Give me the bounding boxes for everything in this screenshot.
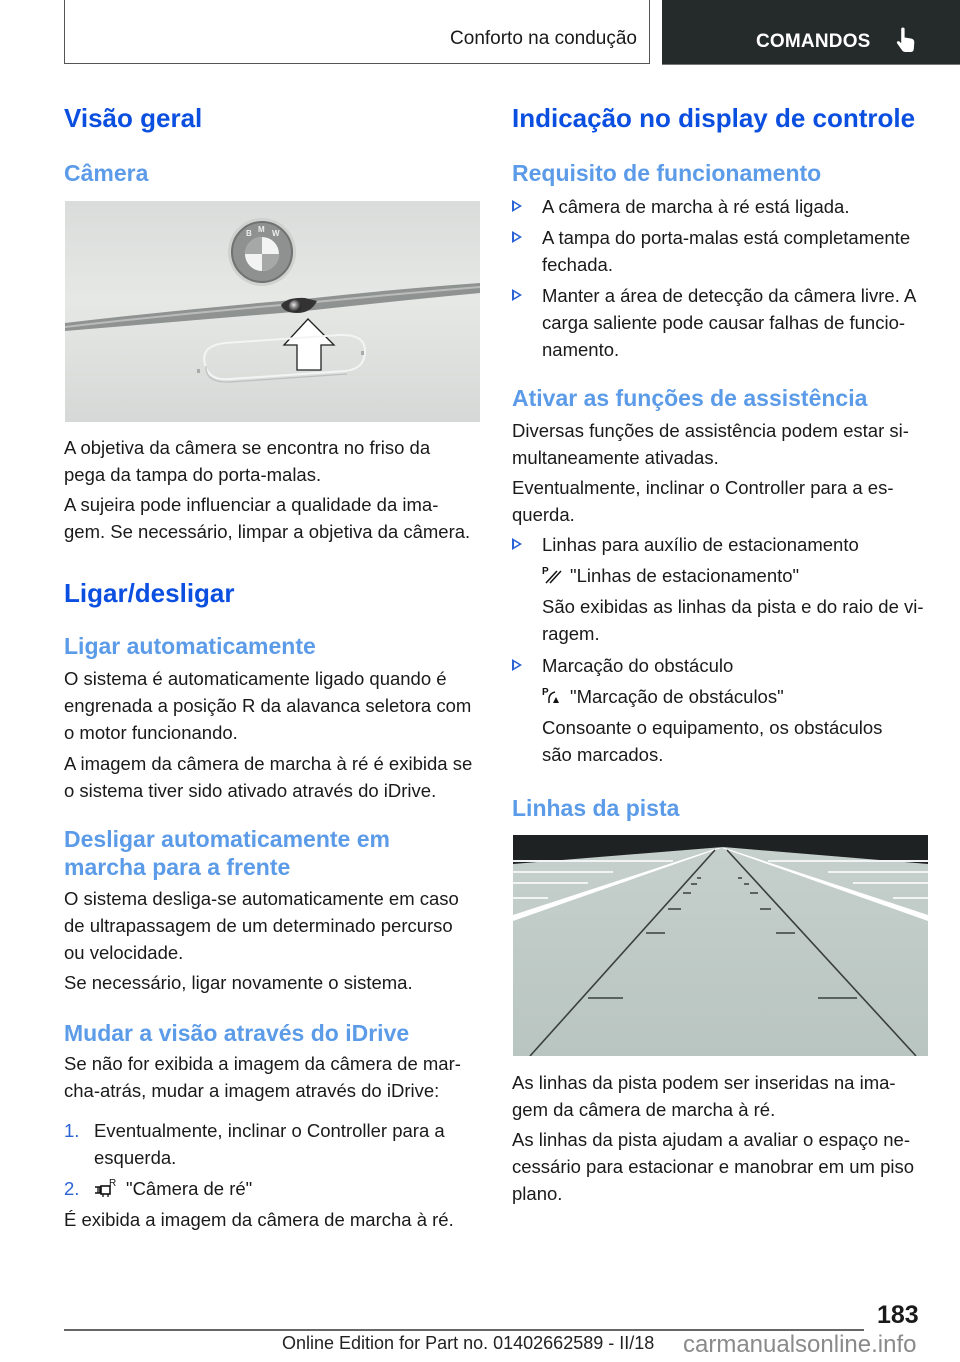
obstacle-marking-icon <box>542 686 562 706</box>
edition-info: Online Edition for Part no. 01402662589 - II/18 <box>282 1333 655 1353</box>
assist-paragraph-1: Diversas funções de assistência podem estar si- multaneamente ativadas. <box>512 420 909 468</box>
bullet-triangle-icon <box>512 659 522 671</box>
page-number: 183 <box>877 1301 919 1329</box>
lanes-paragraph-2: As linhas da pista ajudam a avaliar o espaço ne- cessário para estacionar e manobrar em um piso plano. <box>512 1129 915 1204</box>
chapter-tab <box>64 0 650 64</box>
chapter-title: Conforto na condução <box>450 28 637 49</box>
auto-on-paragraph-2: A imagem da câmera de marcha à ré é exibida se o sistema tiver sido ativado através do iDrive. <box>64 753 473 801</box>
pointing-hand-icon <box>896 27 918 53</box>
watermark: carmanualsonline.info <box>683 1331 917 1358</box>
bullet-triangle-icon <box>512 231 522 243</box>
auto-on-paragraph-1: O sistema é automaticamente ligado quando é engrenada a posição R da alavanca seletora com o motor funcionando. <box>64 668 472 743</box>
heading-auto-off: Desligar automaticamente em marcha para a frente <box>64 826 390 880</box>
bullet-triangle-icon <box>512 538 522 550</box>
heading-auto-on: Ligar automaticamente <box>64 633 316 659</box>
assist-paragraph-2: Eventualmente, inclinar o Controller para a es- querda. <box>512 477 894 525</box>
bullet-triangle-icon <box>512 200 522 212</box>
section-title-display: Indicação no display de controle <box>512 103 916 133</box>
heading-camera: Câmera <box>64 160 149 186</box>
idrive-intro: Se não for exibida a imagem da câmera de mar- cha-atrás, mudar a imagem através do iDrive: <box>64 1053 461 1101</box>
svg-text:M: M <box>258 225 265 234</box>
section-title-overview: Visão geral <box>64 103 203 133</box>
auto-off-paragraph-2: Se necessário, ligar novamente o sistema. <box>64 972 413 993</box>
heading-assist: Ativar as funções de assistência <box>512 385 868 411</box>
svg-text:B: B <box>246 229 252 238</box>
idrive-result: É exibida a imagem da câmera de marcha à ré. <box>64 1209 454 1230</box>
heading-requirement: Requisito de funcionamento <box>512 160 822 186</box>
svg-text:W: W <box>272 229 280 238</box>
section-title: COMANDOS <box>756 31 871 52</box>
bullet-triangle-icon <box>512 289 522 301</box>
svg-text:P: P <box>542 687 549 698</box>
auto-off-paragraph-1: O sistema desliga-se automaticamente em caso de ultrapassagem de um determinado percurso ou velocidade. <box>64 888 459 963</box>
section-title-onoff: Ligar/desligar <box>64 578 235 608</box>
lane-lines-display-image <box>513 835 928 1056</box>
heading-lanes: Linhas da pista <box>512 795 680 821</box>
section-tab <box>662 0 960 65</box>
camera-paragraph-1: A objetiva da câmera se encontra no friso da pega da tampa do porta-malas. <box>64 437 431 485</box>
rear-camera-icon <box>94 1178 118 1198</box>
svg-text:P: P <box>542 566 549 577</box>
svg-text:R: R <box>109 1178 117 1189</box>
parking-lines-icon <box>542 565 562 585</box>
heading-idrive: Mudar a visão através do iDrive <box>64 1020 410 1046</box>
rear-camera-location-image <box>65 201 480 422</box>
camera-paragraph-2: A sujeira pode influenciar a qualidade da ima- gem. Se necessário, limpar a objetiva da câmera. <box>64 494 471 542</box>
lanes-paragraph-1: As linhas da pista podem ser inseridas na ima- gem da câmera de marcha à ré. <box>512 1072 896 1120</box>
